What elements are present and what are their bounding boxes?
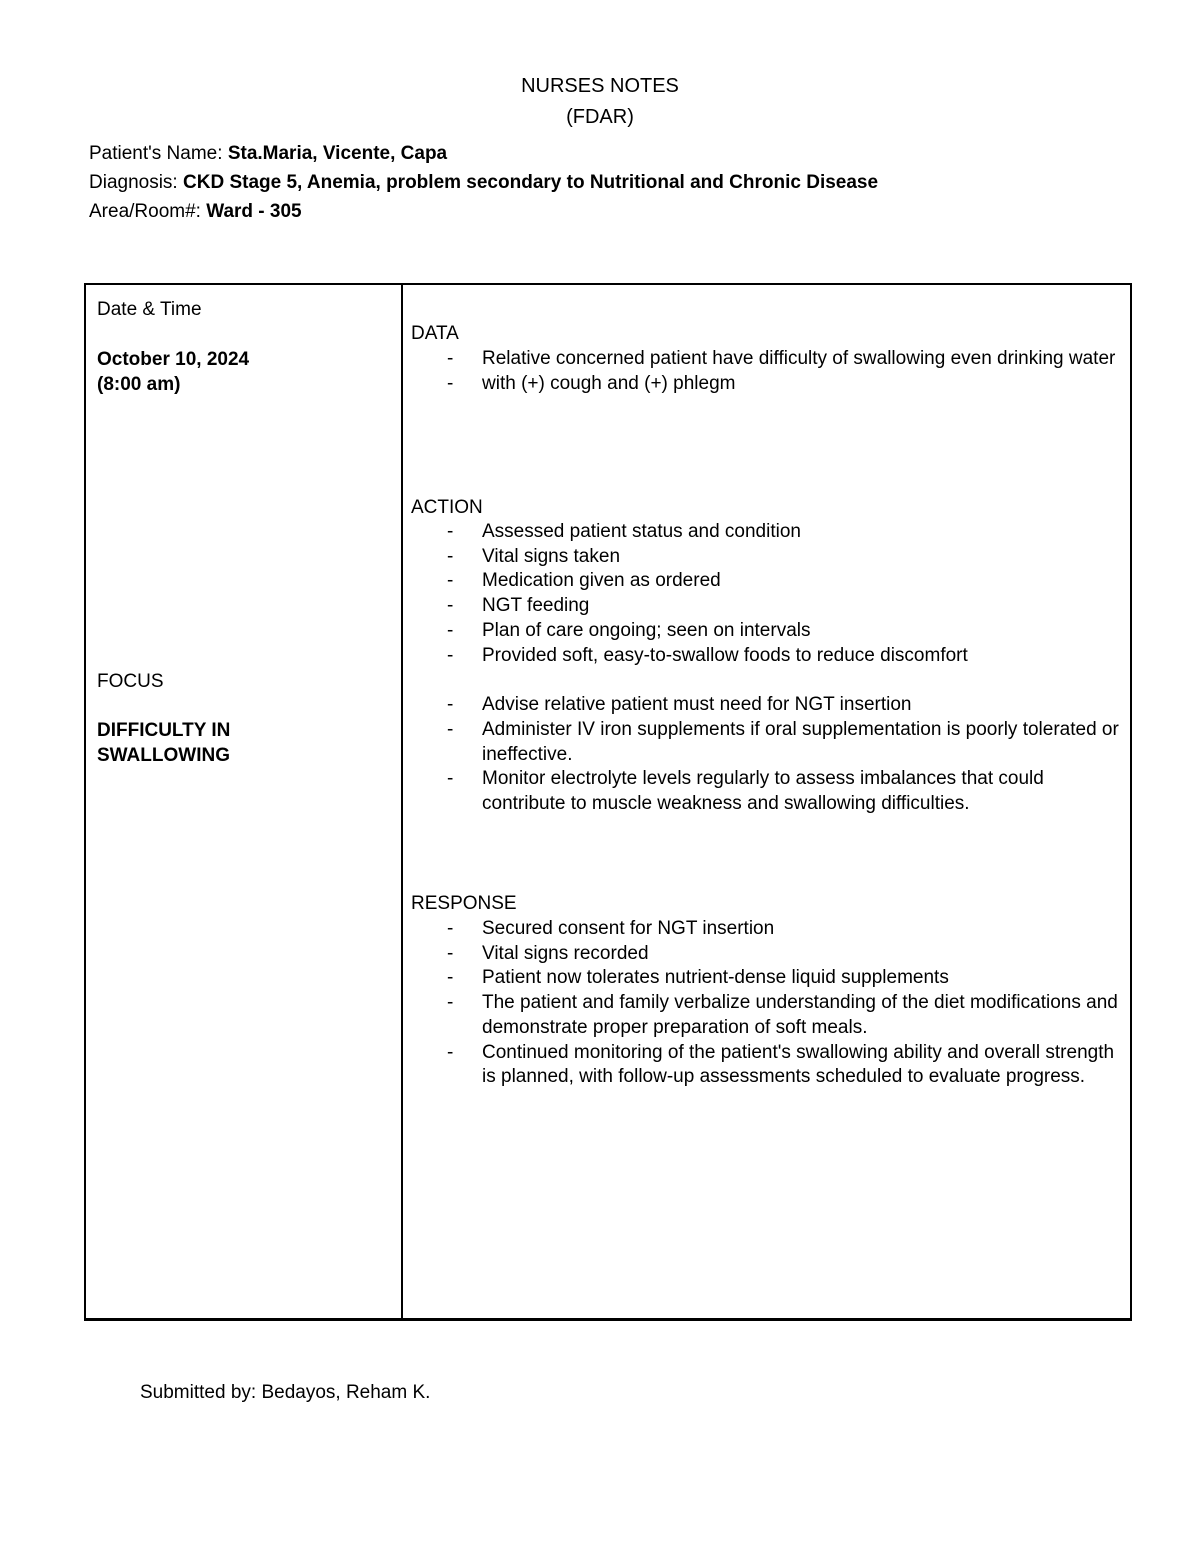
data-list [411,347,1126,396]
response-list [411,917,1126,1090]
diagnosis-line [89,169,878,197]
list-item: - Plan of care ongoing; seen on intervals [447,619,811,641]
list-item: - Secured consent for NGT insertion [447,918,775,939]
action-list [411,520,1126,817]
datetime-label: Date & Time [97,299,202,320]
document-subtitle: (FDAR) [566,106,634,128]
diagnosis-label: Diagnosis: [89,172,178,193]
document-title: NURSES NOTES [521,75,679,97]
data-section-label: DATA [411,323,459,344]
list-item: - NGT feeding [447,595,590,617]
patient-name-value: Sta.Maria, Vicente, Capa [227,143,448,164]
list-item: - Vital signs recorded [447,942,649,964]
list-item: - Provided soft, easy-to-swallow foods to reduce discomfort [447,644,968,666]
list-item: - The patient and family verbalize understanding of the diet modifications and demonstrate proper preparation of soft meals. [447,992,1118,1038]
column-divider [401,285,403,1318]
time-value: (8:00 am) [97,374,181,395]
room-line [89,198,302,226]
room-value: Ward - 305 [206,201,302,222]
list-item: - Vital signs taken [447,545,621,567]
list-item: - Medication given as ordered [447,570,721,592]
patient-name-label: Patient's Name: [89,143,223,164]
submitted-by: Submitted by: Bedayos, Reham K. [140,1382,431,1403]
list-item: - Continued monitoring of the patient's swallowing ability and overall strength is planned, with follow-up assessments scheduled to evaluate progress. [447,1041,1115,1088]
list-item: - Advise relative patient must need for NGT insertion [447,694,912,716]
fdar-table [84,283,1132,1321]
response-section-label: RESPONSE [411,893,517,914]
list-item: - Assessed patient status and condition [447,521,801,542]
list-item: - Administer IV iron supplements if oral supplementation is poorly tolerated or ineffective. [447,718,1119,765]
date-value: October 10, 2024 [97,349,250,370]
patient-name-line [89,140,447,168]
diagnosis-value: CKD Stage 5, Anemia, problem secondary to Nutritional and Chronic Disease [183,172,879,193]
focus-label: FOCUS [97,671,164,692]
focus-line-2: SWALLOWING [97,745,230,766]
focus-line-1: DIFFICULTY IN [97,720,231,741]
action-section-label: ACTION [411,497,483,518]
room-label: Area/Room#: [89,201,201,222]
list-item: - Monitor electrolyte levels regularly to assess imbalances that could contribute to muscle weakness and swallowing difficulties. [447,768,1044,815]
list-item: - Patient now tolerates nutrient-dense liquid supplements [447,967,949,989]
list-item: - with (+) cough and (+) phlegm [447,372,736,394]
list-item: - Relative concerned patient have difficulty of swallowing even drinking water [447,348,1116,369]
